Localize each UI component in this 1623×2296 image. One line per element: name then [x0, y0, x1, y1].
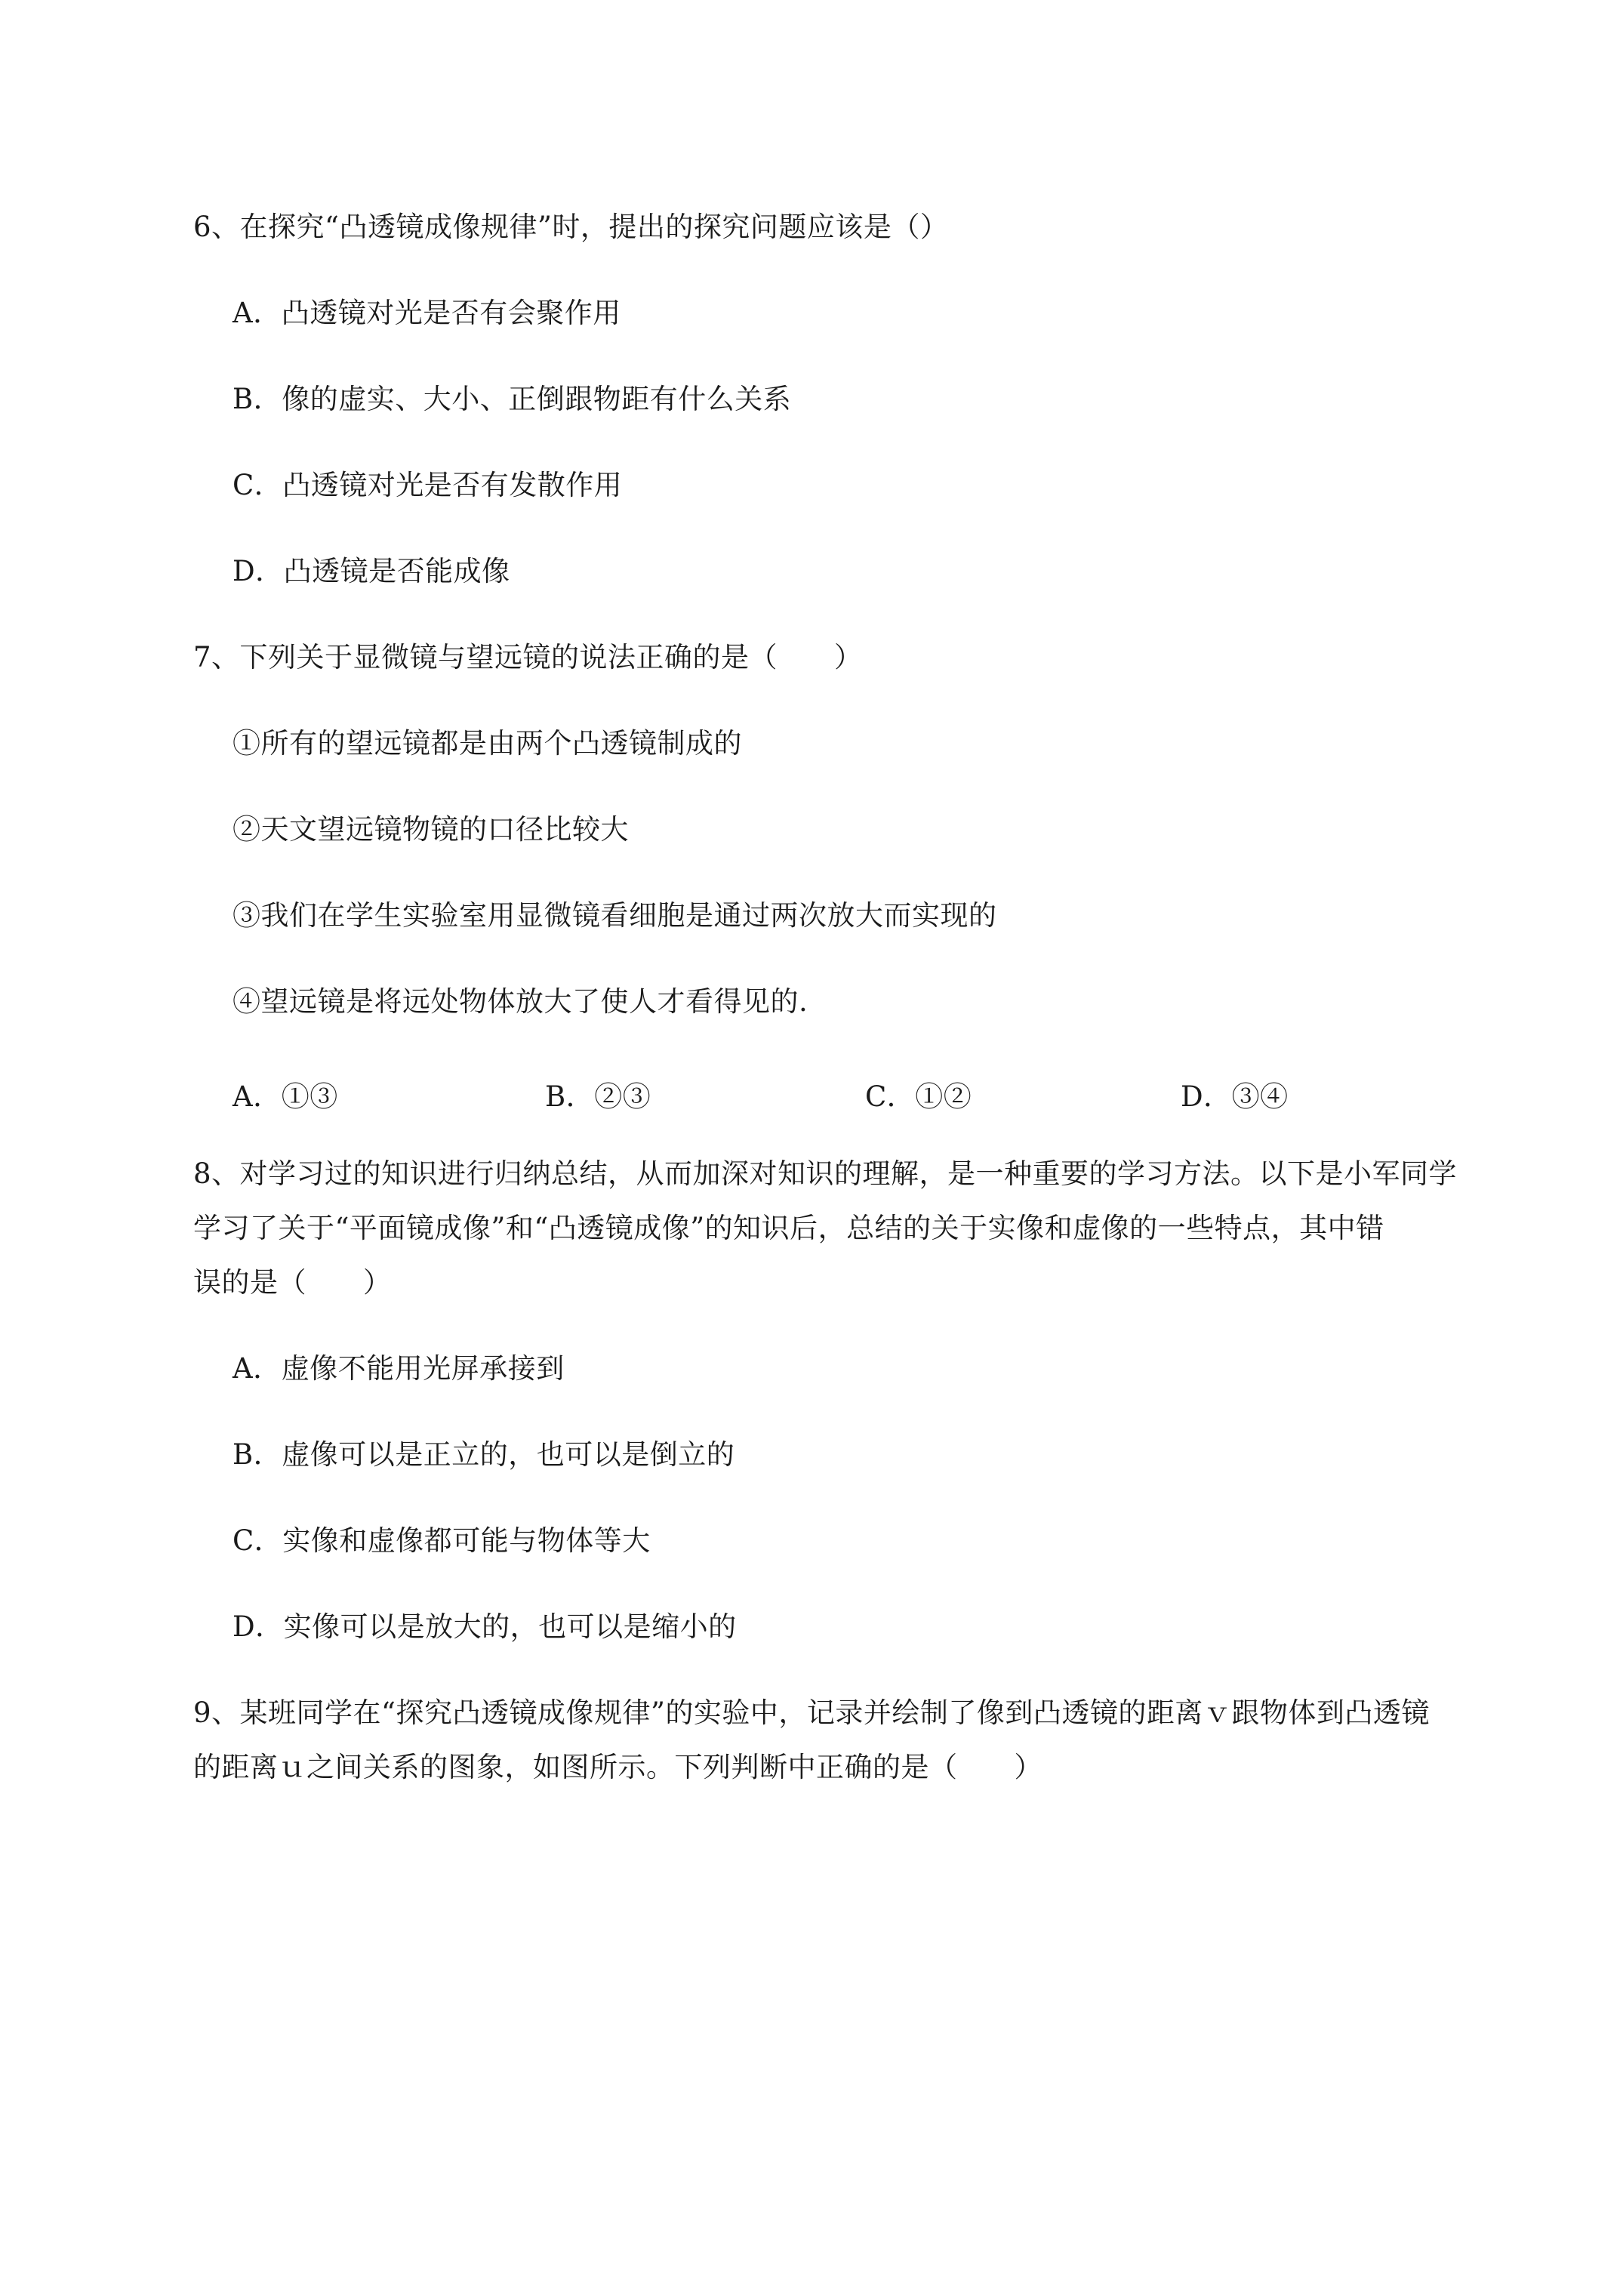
q8-stem-line3: 误的是（ ） — [193, 1266, 392, 1299]
q7-statement-4: ④望远镜是将远处物体放大了使人才看得见的. — [233, 985, 808, 1018]
q9-stem-line2: 的距离ｕ之间关系的图象，如图所示。下列判断中正确的是（ ） — [193, 1751, 1042, 1783]
q8-stem-line1: 8、对学习过的知识进行归纳总结，从而加深对知识的理解，是一种重要的学习方法。以下是小军同学 — [193, 1157, 1458, 1190]
q8-option-a: A．虚像不能用光屏承接到 — [233, 1352, 565, 1385]
q6-option-c: C．凸透镜对光是否有发散作用 — [233, 469, 623, 501]
q7-option-a: A．①③ — [233, 1080, 338, 1113]
q8-option-b: B．虚像可以是正立的，也可以是倒立的 — [233, 1438, 735, 1471]
q7-option-d: D．③④ — [1181, 1080, 1289, 1113]
q7-statement-1: ①所有的望远镜都是由两个凸透镜制成的 — [233, 727, 742, 760]
q9-stem-line1: 9、某班同学在“探究凸透镜成像规律”的实验中，记录并绘制了像到凸透镜的距离ｖ跟物体到凸透镜 — [193, 1697, 1430, 1729]
q8-option-d: D．实像可以是放大的，也可以是缩小的 — [233, 1610, 737, 1643]
q6-option-b: B．像的虚实、大小、正倒跟物距有什么关系 — [233, 383, 792, 415]
q7-statement-2: ②天文望远镜物镜的口径比较大 — [233, 813, 629, 846]
q6-stem: 6、在探究“凸透镜成像规律”时，提出的探究问题应该是（） — [193, 211, 949, 243]
q7-option-b: B．②③ — [545, 1080, 651, 1113]
q7-statement-3: ③我们在学生实验室用显微镜看细胞是通过两次放大而实现的 — [233, 899, 997, 932]
q8-stem-line2: 学习了关于“平面镜成像”和“凸透镜成像”的知识后，总结的关于实像和虚像的一些特点，其中错 — [193, 1212, 1384, 1244]
q7-option-c: C．①② — [865, 1080, 972, 1113]
q8-option-c: C．实像和虚像都可能与物体等大 — [233, 1524, 651, 1557]
q7-stem: 7、下列关于显微镜与望远镜的说法正确的是（ ） — [193, 641, 863, 673]
q6-option-d: D．凸透镜是否能成像 — [233, 555, 510, 587]
q6-option-a: A．凸透镜对光是否有会聚作用 — [233, 297, 621, 329]
